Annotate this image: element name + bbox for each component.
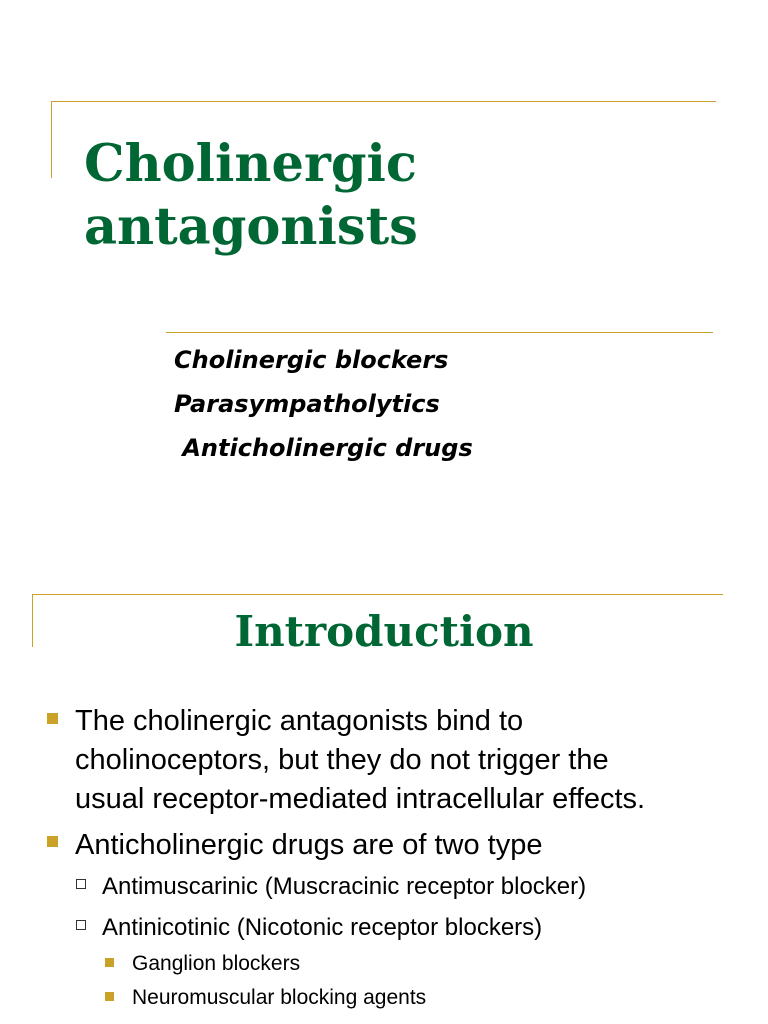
bullet-marker-square-icon: [105, 958, 114, 967]
bullet-marker-square-icon: [47, 836, 58, 847]
bullet-marker-square-icon: [47, 713, 58, 724]
slide1-subtitle-rule: [166, 332, 713, 333]
bullet-line: Anticholinergic drugs are of two type: [75, 829, 543, 861]
slide1-subtitle-list: [174, 338, 473, 470]
subtitle-parasympatholytics: Parasympatholytics: [174, 390, 440, 418]
bullet-line: cholinoceptors, but they do not trigger the: [75, 744, 609, 776]
slide1-title: [84, 133, 418, 259]
bullet-line: Antimuscarinic (Muscracinic receptor blocker): [102, 873, 587, 900]
bullet-ganglion-blockers: [132, 950, 300, 978]
bullet-line: The cholinergic antagonists bind to: [75, 705, 524, 737]
slide2-title: Introduction: [234, 607, 534, 656]
slide2-top-rule: [32, 594, 723, 595]
bullet-neuromuscular-blocking: [132, 984, 426, 1012]
bullet-marker-square-icon: [105, 992, 114, 1001]
bullet-antinicotinic: [102, 912, 542, 944]
bullet-antimuscarinic: [102, 871, 586, 903]
bullet-line: Ganglion blockers: [132, 952, 301, 975]
bullet-line: Neuromuscular blocking agents: [132, 986, 427, 1009]
subtitle-anticholinergic-drugs: Anticholinergic drugs: [174, 434, 473, 462]
bullet-marker-hollow-square-icon: [76, 879, 86, 889]
bullet-line: Antinicotinic (Nicotonic receptor blockers): [102, 914, 543, 941]
bullet-two-types: [75, 826, 542, 865]
bullet-marker-hollow-square-icon: [76, 920, 86, 930]
bullet-line: usual receptor-mediated intracellular effects.: [75, 783, 646, 815]
slide1-top-rule: [51, 101, 716, 102]
slide1-left-rule: [51, 101, 52, 178]
subtitle-cholinergic-blockers: Cholinergic blockers: [174, 346, 449, 374]
bullet-antagonists-bind: [75, 702, 645, 819]
slide1-title-line-2: antagonists: [84, 197, 418, 257]
slide1-title-line-1: Cholinergic: [84, 134, 417, 194]
